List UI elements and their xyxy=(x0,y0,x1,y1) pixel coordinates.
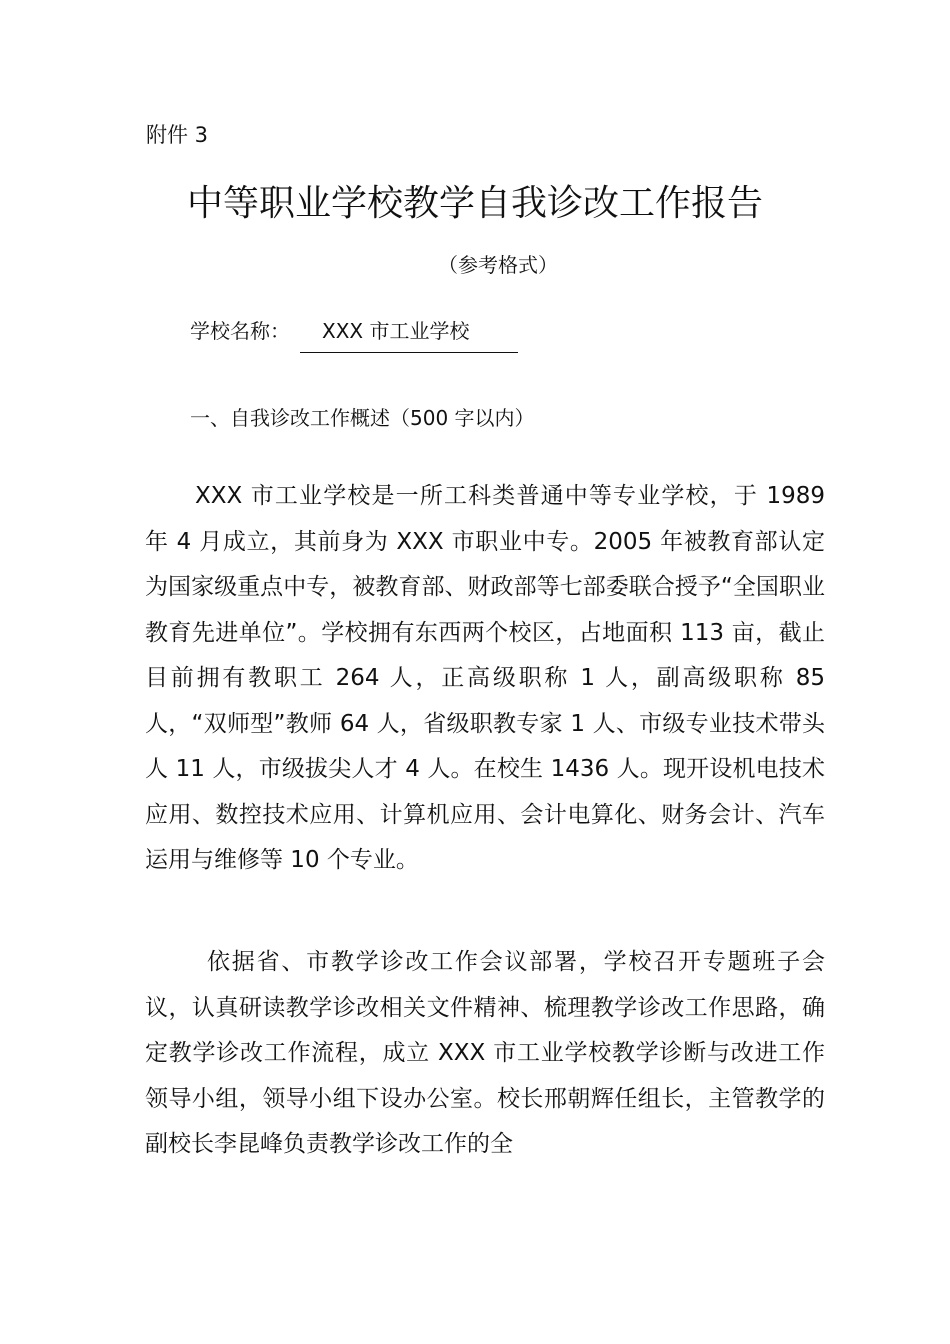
school-name-label: 学校名称： xyxy=(190,319,290,343)
school-name-value: XXX 市工业学校 xyxy=(300,316,518,353)
body-paragraph: 依据省、市教学诊改工作会议部署，学校召开专题班子会议，认真研读教学诊改相关文件精神、梳理教学诊改工作思路，确定教学诊改工作流程，成立 XXX 市工业学校教学诊断与改进工作领导小组，领导小组下设办公室。校长邢朝辉任组长，主管教学的副校长李昆峰负责教学诊改工作的全 xyxy=(145,949,825,1157)
body-paragraph: XXX 市工业学校是一所工科类普通中等专业学校，于 1989 年 4 月成立，其前身为 XXX 市职业中专。2005 年被教育部认定为国家级重点中专，被教育部、财政部等七部委联合授予“全国职业教育先进单位”。学校拥有东西两个校区，占地面积 113 亩，截止目前拥有教职工 264 人，正高级职称 1 人，副高级职称 85 人，“双师型”教师 64 人，省级职教专家 1 人、市级专业技术带头人 11 人，市级拔尖人才 4 人。在校生 1436 人。现开设机电技术应用、数控技术应用、计算机应用、会计电算化、财务会计、汽车运用与维修等 10 个专业。 xyxy=(145,483,825,873)
school-name-row xyxy=(190,316,518,353)
report-subtitle: （参考格式） xyxy=(438,253,558,277)
section-heading: 一、自我诊改工作概述（500 字以内） xyxy=(190,406,535,430)
attachment-label: 附件 3 xyxy=(146,123,209,147)
report-title: 中等职业学校教学自我诊改工作报告 xyxy=(186,183,763,224)
